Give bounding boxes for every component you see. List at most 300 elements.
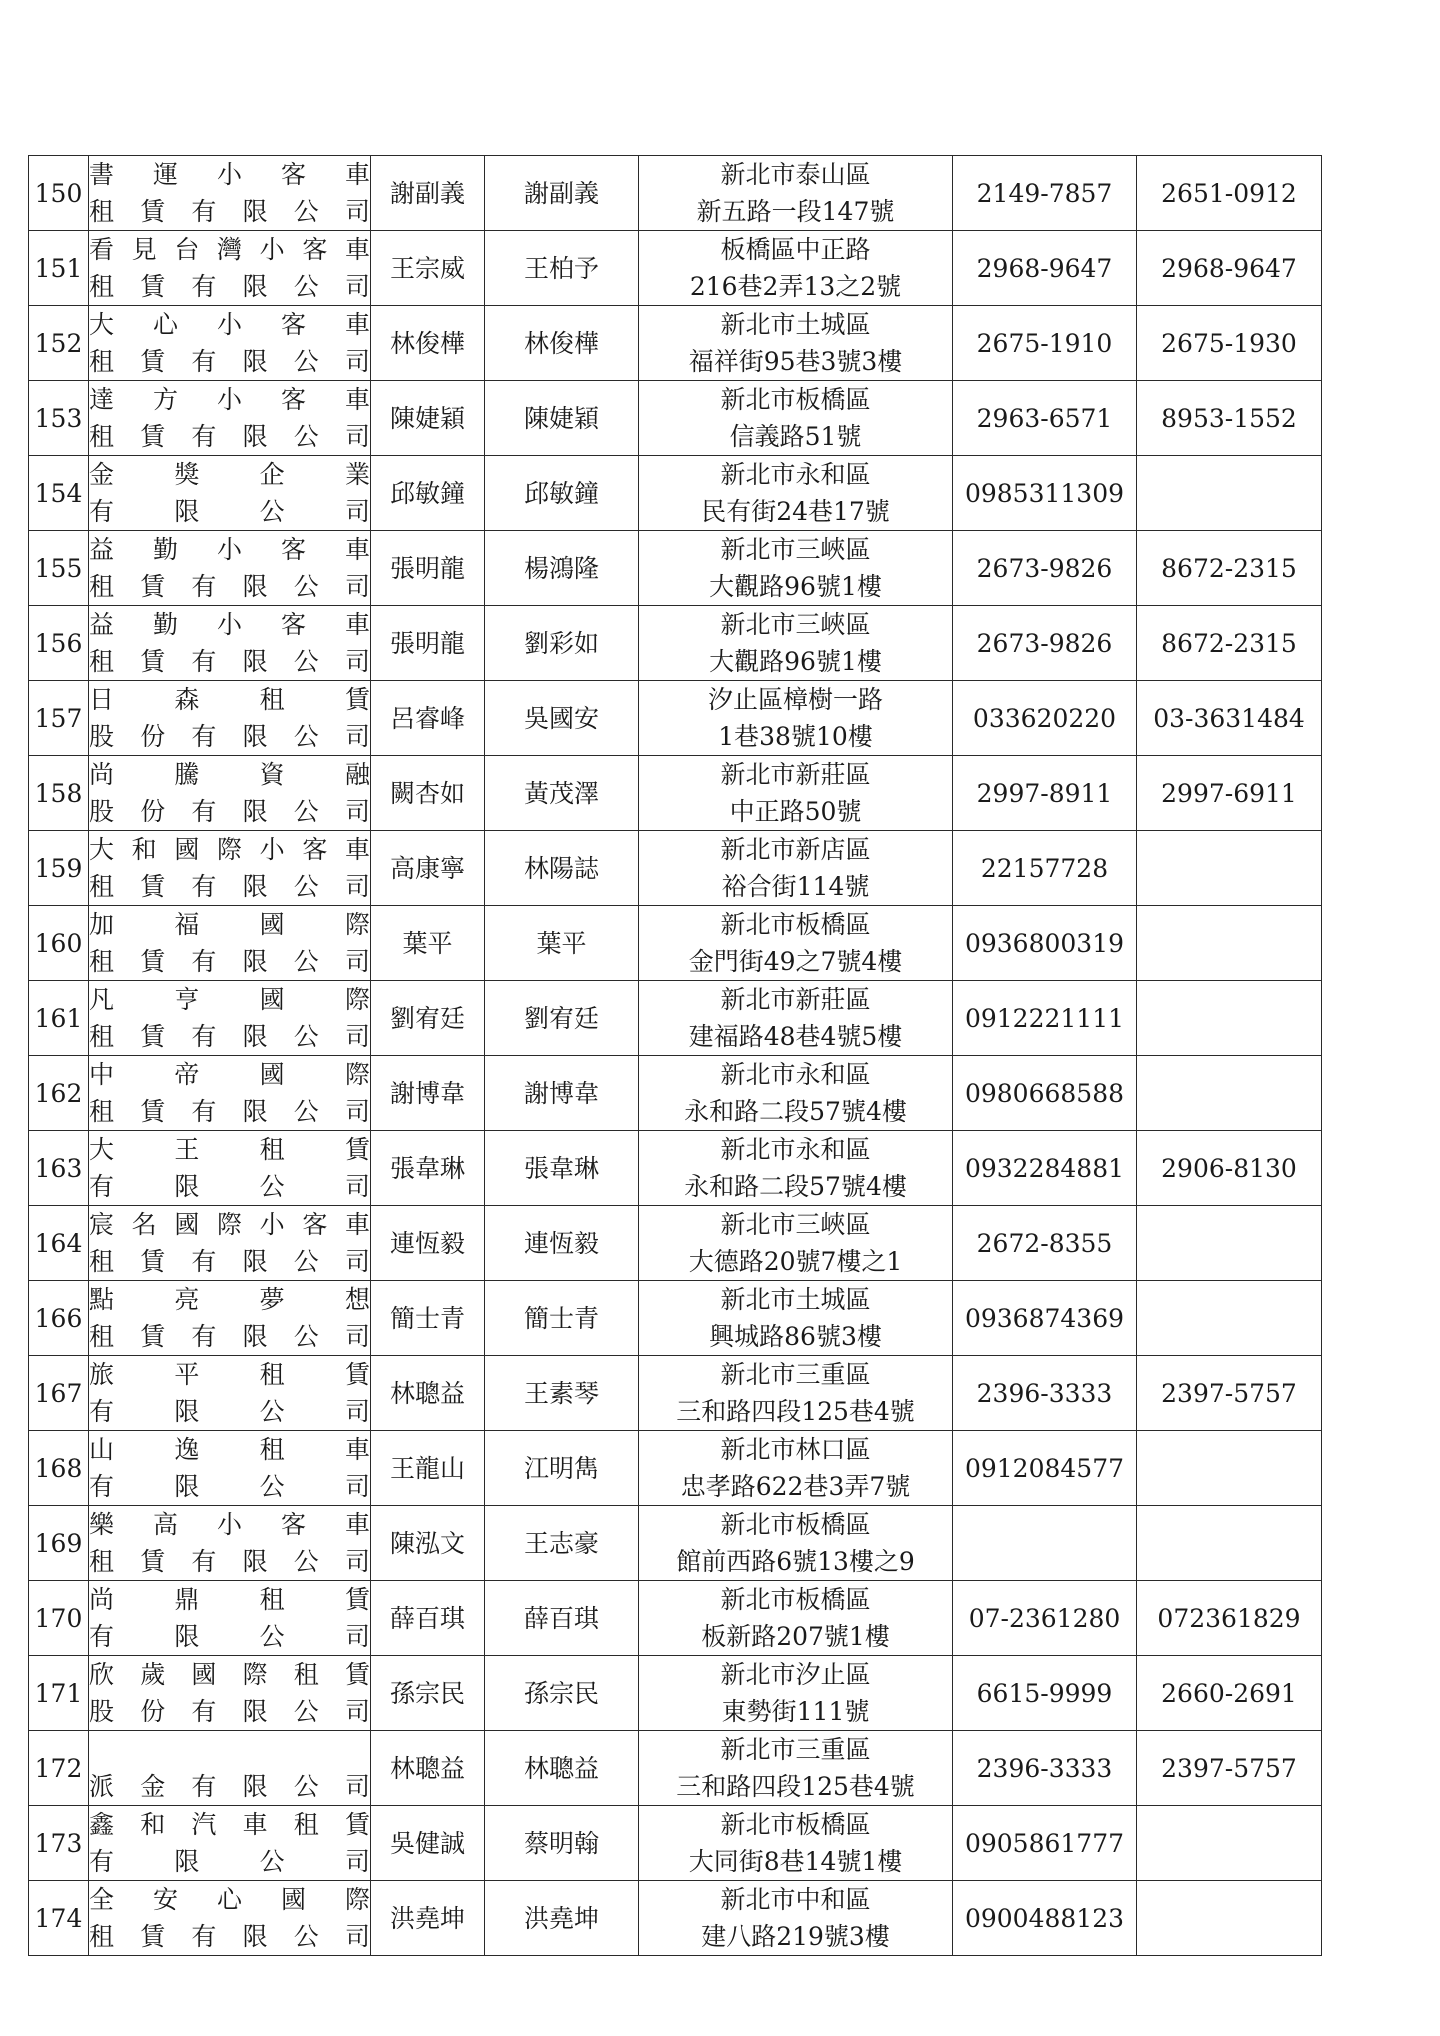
contact-name (485, 906, 639, 981)
company-name-line: 金 獎 企 業 (89, 460, 370, 489)
owner-name (371, 1806, 485, 1881)
phone-number (953, 1731, 1137, 1806)
owner-name-text: 高康寧 (389, 853, 465, 883)
address (639, 1056, 953, 1131)
fax-number (1137, 1806, 1322, 1881)
row-number-text: 157 (34, 703, 83, 733)
address-line: 新北市三重區 (720, 1360, 871, 1389)
owner-name (371, 456, 485, 531)
address (639, 381, 953, 456)
company-name (89, 1506, 371, 1581)
company-name (89, 1356, 371, 1431)
company-name-line (89, 1731, 370, 1768)
table-row (29, 606, 1322, 681)
contact-name-text: 林俊樺 (523, 328, 599, 358)
company-name (89, 231, 371, 306)
fax-number (1137, 1356, 1322, 1431)
address (639, 531, 953, 606)
fax-number (1137, 1206, 1322, 1281)
company-name (89, 756, 371, 831)
row-number-text: 172 (34, 1753, 83, 1783)
table-row (29, 981, 1322, 1056)
fax-number-text: 2397-5757 (1161, 1753, 1297, 1783)
company-name-line: 租 賃 有 限 公 司 (89, 197, 370, 226)
company-name (89, 1281, 371, 1356)
phone-number-text: 2673-9826 (976, 553, 1113, 583)
contact-name-text: 江明雋 (523, 1453, 599, 1483)
row-number-text: 170 (34, 1603, 83, 1633)
company-name (89, 606, 371, 681)
address-line: 新北市板橋區 (720, 1810, 871, 1839)
row-number-text: 160 (34, 928, 83, 958)
company-name-line: 租 賃 有 限 公 司 (89, 347, 370, 376)
phone-number-text: 0912221111 (964, 1003, 1125, 1033)
address-line: 新北市永和區 (720, 460, 871, 489)
company-name-line: 租 賃 有 限 公 司 (89, 1097, 370, 1126)
company-name-line: 租 賃 有 限 公 司 (89, 422, 370, 451)
address-line: 新北市三峽區 (720, 535, 871, 564)
company-name (89, 1656, 371, 1731)
company-name (89, 156, 371, 231)
contact-name (485, 981, 639, 1056)
table-row (29, 1356, 1322, 1431)
phone-number (953, 1881, 1137, 1956)
phone-number (953, 1206, 1137, 1281)
address-line: 福祥街95巷3號3樓 (688, 347, 903, 376)
row-number-text: 159 (34, 853, 83, 883)
address (639, 306, 953, 381)
address-line: 新北市板橋區 (720, 1585, 871, 1614)
row-number-text: 173 (34, 1828, 83, 1858)
contact-name (485, 456, 639, 531)
phone-number-text: 07-2361280 (968, 1603, 1121, 1633)
row-number-text: 158 (34, 778, 83, 808)
company-name (89, 681, 371, 756)
company-name (89, 1806, 371, 1881)
address-line: 東勢街111號 (721, 1697, 870, 1726)
address (639, 1656, 953, 1731)
address-line: 建福路48巷4號5樓 (688, 1022, 903, 1051)
address (639, 1806, 953, 1881)
company-name-line: 租 賃 有 限 公 司 (89, 1247, 370, 1276)
company-name-line: 山 逸 租 車 (89, 1435, 370, 1464)
fax-number-text: 2651-0912 (1161, 178, 1297, 208)
address-line: 板新路207號1樓 (701, 1622, 890, 1651)
address-line: 新北市新店區 (720, 835, 871, 864)
company-name-line: 租 賃 有 限 公 司 (89, 572, 370, 601)
owner-name-text: 王龍山 (389, 1453, 465, 1483)
table-row (29, 1131, 1322, 1206)
address (639, 1506, 953, 1581)
contact-name (485, 756, 639, 831)
phone-number (953, 1356, 1137, 1431)
company-name-line: 租 賃 有 限 公 司 (89, 272, 370, 301)
phone-number (953, 756, 1137, 831)
row-number-text: 167 (34, 1378, 83, 1408)
row-number-text: 162 (34, 1078, 83, 1108)
company-name-line: 鑫 和 汽 車 租 賃 (89, 1810, 370, 1839)
company-name-line: 益 勤 小 客 車 (89, 610, 370, 639)
company-name-line: 尚 騰 資 融 (89, 760, 370, 789)
phone-number-text: 2997-8911 (976, 778, 1113, 808)
company-name-line: 欣歲國際租賃 (89, 1660, 370, 1689)
contact-name (485, 1131, 639, 1206)
owner-name-text: 呂睿峰 (389, 703, 465, 733)
owner-name (371, 831, 485, 906)
owner-name (371, 1731, 485, 1806)
row-number-text: 164 (34, 1228, 83, 1258)
contact-name-text: 薛百琪 (523, 1603, 599, 1633)
phone-number (953, 1806, 1137, 1881)
row-number (29, 1506, 89, 1581)
row-number (29, 1431, 89, 1506)
company-name (89, 1581, 371, 1656)
address-line: 三和路四段125巷4號 (676, 1772, 915, 1801)
address-line: 館前西路6號13樓之9 (676, 1547, 915, 1576)
contact-name (485, 681, 639, 756)
company-name-line: 股 份 有 限 公 司 (89, 722, 370, 751)
contact-name-text: 林聰益 (523, 1753, 599, 1783)
phone-number-text: 2396-3333 (976, 1753, 1113, 1783)
company-name-line: 租 賃 有 限 公 司 (89, 1022, 370, 1051)
phone-number (953, 831, 1137, 906)
table-row (29, 306, 1322, 381)
table-row (29, 1806, 1322, 1881)
address-line: 信義路51號 (729, 422, 862, 451)
row-number-text: 153 (34, 403, 83, 433)
address-line: 忠孝路622巷3弄7號 (680, 1472, 911, 1501)
fax-number (1137, 1656, 1322, 1731)
company-name-line: 宸名國際小客車 (89, 1210, 370, 1239)
owner-name (371, 1356, 485, 1431)
address (639, 1281, 953, 1356)
row-number (29, 1581, 89, 1656)
address (639, 831, 953, 906)
company-name-line: 租 賃 有 限 公 司 (89, 872, 370, 901)
address-line: 新五路一段147號 (696, 197, 895, 226)
address-line: 新北市汐止區 (720, 1660, 871, 1689)
table-row (29, 1656, 1322, 1731)
address (639, 1881, 953, 1956)
fax-number (1137, 1881, 1322, 1956)
contact-name (485, 831, 639, 906)
company-name (89, 1431, 371, 1506)
fax-number-text: 8953-1552 (1161, 403, 1297, 433)
table-row (29, 381, 1322, 456)
row-number (29, 981, 89, 1056)
row-number (29, 1281, 89, 1356)
table-row (29, 1506, 1322, 1581)
phone-number (953, 906, 1137, 981)
contact-name (485, 1431, 639, 1506)
address (639, 606, 953, 681)
address-line: 金門街49之7號4樓 (688, 947, 903, 976)
address-line: 興城路86號3樓 (709, 1322, 882, 1351)
table-row (29, 1731, 1322, 1806)
address-line: 新北市泰山區 (720, 160, 871, 189)
fax-number (1137, 531, 1322, 606)
phone-number-text: 0912084577 (964, 1453, 1125, 1483)
company-name-line: 點 亮 夢 想 (89, 1285, 370, 1314)
address-line: 大觀路96號1樓 (709, 572, 882, 601)
contact-name-text: 劉宥廷 (523, 1003, 599, 1033)
company-name-line: 有 限 公 司 (89, 1397, 370, 1426)
row-number (29, 1356, 89, 1431)
contact-name (485, 156, 639, 231)
owner-name-text: 闕杏如 (389, 778, 465, 808)
phone-number (953, 1581, 1137, 1656)
contact-name-text: 謝副義 (523, 178, 599, 208)
table-row (29, 1431, 1322, 1506)
address-line: 新北市土城區 (720, 310, 871, 339)
owner-name (371, 306, 485, 381)
phone-number-text: 0905861777 (964, 1828, 1125, 1858)
phone-number (953, 456, 1137, 531)
phone-number (953, 606, 1137, 681)
owner-name (371, 756, 485, 831)
fax-number (1137, 1731, 1322, 1806)
address-line: 新北市板橋區 (720, 1510, 871, 1539)
address-line: 汐止區樟樹一路 (707, 685, 883, 714)
owner-name (371, 1581, 485, 1656)
fax-number (1137, 456, 1322, 531)
row-number-text: 156 (34, 628, 83, 658)
phone-number (953, 1131, 1137, 1206)
owner-name (371, 1431, 485, 1506)
row-number (29, 306, 89, 381)
row-number (29, 606, 89, 681)
address-line: 新北市永和區 (720, 1060, 871, 1089)
fax-number (1137, 1056, 1322, 1131)
row-number (29, 1131, 89, 1206)
owner-name (371, 1656, 485, 1731)
fax-number (1137, 681, 1322, 756)
contact-name (485, 606, 639, 681)
contact-name-text: 黃茂澤 (523, 778, 599, 808)
contact-name-text: 楊鴻隆 (523, 553, 599, 583)
company-name-line: 樂 高 小 客 車 (89, 1510, 370, 1539)
address-line: 大德路20號7樓之1 (688, 1247, 903, 1276)
contact-name-text: 吳國安 (523, 703, 599, 733)
company-name (89, 906, 371, 981)
owner-name-text: 張明龍 (389, 628, 465, 658)
address-line: 裕合街114號 (721, 872, 870, 901)
phone-number-text: 6615-9999 (976, 1678, 1113, 1708)
phone-number-text: 0985311309 (964, 478, 1125, 508)
row-number (29, 681, 89, 756)
address-line: 大同街8巷14號1樓 (688, 1847, 903, 1876)
address-line: 新北市三峽區 (720, 1210, 871, 1239)
company-name (89, 1206, 371, 1281)
table-row (29, 831, 1322, 906)
table-row (29, 1056, 1322, 1131)
fax-number (1137, 156, 1322, 231)
row-number-text: 152 (34, 328, 83, 358)
address-line: 新北市三峽區 (720, 610, 871, 639)
fax-number-text: 072361829 (1157, 1603, 1301, 1633)
row-number (29, 231, 89, 306)
address-line: 新北市林口區 (720, 1435, 871, 1464)
address (639, 156, 953, 231)
contact-name-text: 洪堯坤 (523, 1903, 599, 1933)
company-name-line: 有 限 公 司 (89, 1847, 370, 1876)
contact-name-text: 王素琴 (523, 1378, 599, 1408)
fax-number-text: 2906-8130 (1161, 1153, 1297, 1183)
address-line: 板橋區中正路 (720, 235, 871, 264)
phone-number-text: 2673-9826 (976, 628, 1113, 658)
owner-name (371, 231, 485, 306)
row-number (29, 906, 89, 981)
address-line: 新北市新莊區 (720, 760, 871, 789)
contact-name (485, 306, 639, 381)
address-line: 新北市中和區 (720, 1885, 871, 1914)
row-number (29, 1206, 89, 1281)
company-name-line: 凡 亨 國 際 (89, 985, 370, 1014)
company-register-table (28, 155, 1322, 1956)
contact-name-text: 孫宗民 (523, 1678, 599, 1708)
row-number-text: 174 (34, 1903, 83, 1933)
contact-name-text: 林陽誌 (523, 853, 599, 883)
address-line: 新北市三重區 (720, 1735, 871, 1764)
phone-number-text: 0936874369 (964, 1303, 1125, 1333)
company-name (89, 1731, 371, 1806)
fax-number (1137, 1581, 1322, 1656)
address-line: 新北市板橋區 (720, 385, 871, 414)
row-number-text: 166 (34, 1303, 83, 1333)
fax-number (1137, 231, 1322, 306)
phone-number-text: 0900488123 (964, 1903, 1125, 1933)
phone-number (953, 681, 1137, 756)
address-line: 永和路二段57號4樓 (684, 1172, 907, 1201)
owner-name (371, 156, 485, 231)
contact-name-text: 簡士青 (523, 1303, 599, 1333)
row-number (29, 456, 89, 531)
contact-name (485, 1206, 639, 1281)
company-name (89, 831, 371, 906)
phone-number (953, 531, 1137, 606)
table-row (29, 1581, 1322, 1656)
company-name-line: 大 王 租 賃 (89, 1135, 370, 1164)
fax-number-text: 8672-2315 (1161, 628, 1297, 658)
phone-number (953, 156, 1137, 231)
owner-name (371, 531, 485, 606)
address (639, 1731, 953, 1806)
contact-name-text: 陳婕穎 (523, 403, 599, 433)
fax-number (1137, 1131, 1322, 1206)
company-name-line: 股 份 有 限 公 司 (89, 1697, 370, 1726)
phone-number (953, 1506, 1137, 1581)
owner-name-text: 葉平 (402, 928, 453, 958)
address (639, 1356, 953, 1431)
contact-name (485, 1731, 639, 1806)
row-number-text: 151 (34, 253, 83, 283)
row-number (29, 1056, 89, 1131)
owner-name-text: 謝副義 (389, 178, 465, 208)
owner-name (371, 681, 485, 756)
address-line: 216巷2弄13之2號 (689, 272, 902, 301)
company-name-line: 有 限 公 司 (89, 1172, 370, 1201)
row-number (29, 1806, 89, 1881)
phone-number (953, 1656, 1137, 1731)
row-number-text: 154 (34, 478, 83, 508)
contact-name (485, 1581, 639, 1656)
phone-number (953, 231, 1137, 306)
address-line: 民有街24巷17號 (701, 497, 890, 526)
fax-number (1137, 981, 1322, 1056)
table-row (29, 531, 1322, 606)
owner-name-text: 林聰益 (389, 1378, 465, 1408)
contact-name (485, 531, 639, 606)
owner-name (371, 1206, 485, 1281)
company-name (89, 1131, 371, 1206)
owner-name (371, 1506, 485, 1581)
contact-name (485, 1881, 639, 1956)
company-name-line: 益 勤 小 客 車 (89, 535, 370, 564)
company-name-line: 日 森 租 賃 (89, 685, 370, 714)
fax-number (1137, 381, 1322, 456)
contact-name-text: 連恆毅 (523, 1228, 599, 1258)
owner-name-text: 陳婕穎 (389, 403, 465, 433)
row-number-text: 169 (34, 1528, 83, 1558)
fax-number-text: 8672-2315 (1161, 553, 1297, 583)
row-number-text: 163 (34, 1153, 83, 1183)
owner-name-text: 陳泓文 (389, 1528, 465, 1558)
address-line: 1巷38號10樓 (718, 722, 873, 751)
owner-name-text: 林俊樺 (389, 328, 465, 358)
address-line: 三和路四段125巷4號 (676, 1397, 915, 1426)
company-name-line: 大和國際小客車 (89, 835, 370, 864)
contact-name-text: 謝博韋 (523, 1078, 599, 1108)
fax-number-text: 03-3631484 (1153, 703, 1305, 733)
phone-number-text: 2675-1910 (976, 328, 1113, 358)
address (639, 681, 953, 756)
owner-name-text: 張韋琳 (389, 1153, 465, 1183)
address (639, 456, 953, 531)
row-number (29, 156, 89, 231)
fax-number (1137, 1281, 1322, 1356)
company-name (89, 1881, 371, 1956)
company-name-line: 看見台灣小客車 (89, 235, 370, 264)
owner-name-text: 薛百琪 (389, 1603, 465, 1633)
address-line: 新北市永和區 (720, 1135, 871, 1164)
company-name-line: 尚 鼎 租 賃 (89, 1585, 370, 1614)
company-name-line: 書 運 小 客 車 (89, 160, 370, 189)
owner-name (371, 1131, 485, 1206)
owner-name (371, 606, 485, 681)
phone-number-text: 2672-8355 (976, 1228, 1113, 1258)
row-number (29, 1881, 89, 1956)
company-name-line: 中 帝 國 際 (89, 1060, 370, 1089)
table-row (29, 231, 1322, 306)
table-row (29, 1206, 1322, 1281)
row-number (29, 531, 89, 606)
owner-name-text: 簡士青 (389, 1303, 465, 1333)
address (639, 231, 953, 306)
address (639, 906, 953, 981)
company-name-line: 租 賃 有 限 公 司 (89, 1922, 370, 1951)
company-name-line: 有 限 公 司 (89, 1472, 370, 1501)
fax-number (1137, 606, 1322, 681)
address (639, 1206, 953, 1281)
row-number-text: 155 (34, 553, 83, 583)
phone-number-text: 22157728 (980, 853, 1109, 883)
company-name-line: 股 份 有 限 公 司 (89, 797, 370, 826)
table-row (29, 156, 1322, 231)
fax-number-text: 2997-6911 (1161, 778, 1297, 808)
owner-name (371, 1881, 485, 1956)
owner-name-text: 張明龍 (389, 553, 465, 583)
row-number-text: 150 (34, 178, 83, 208)
